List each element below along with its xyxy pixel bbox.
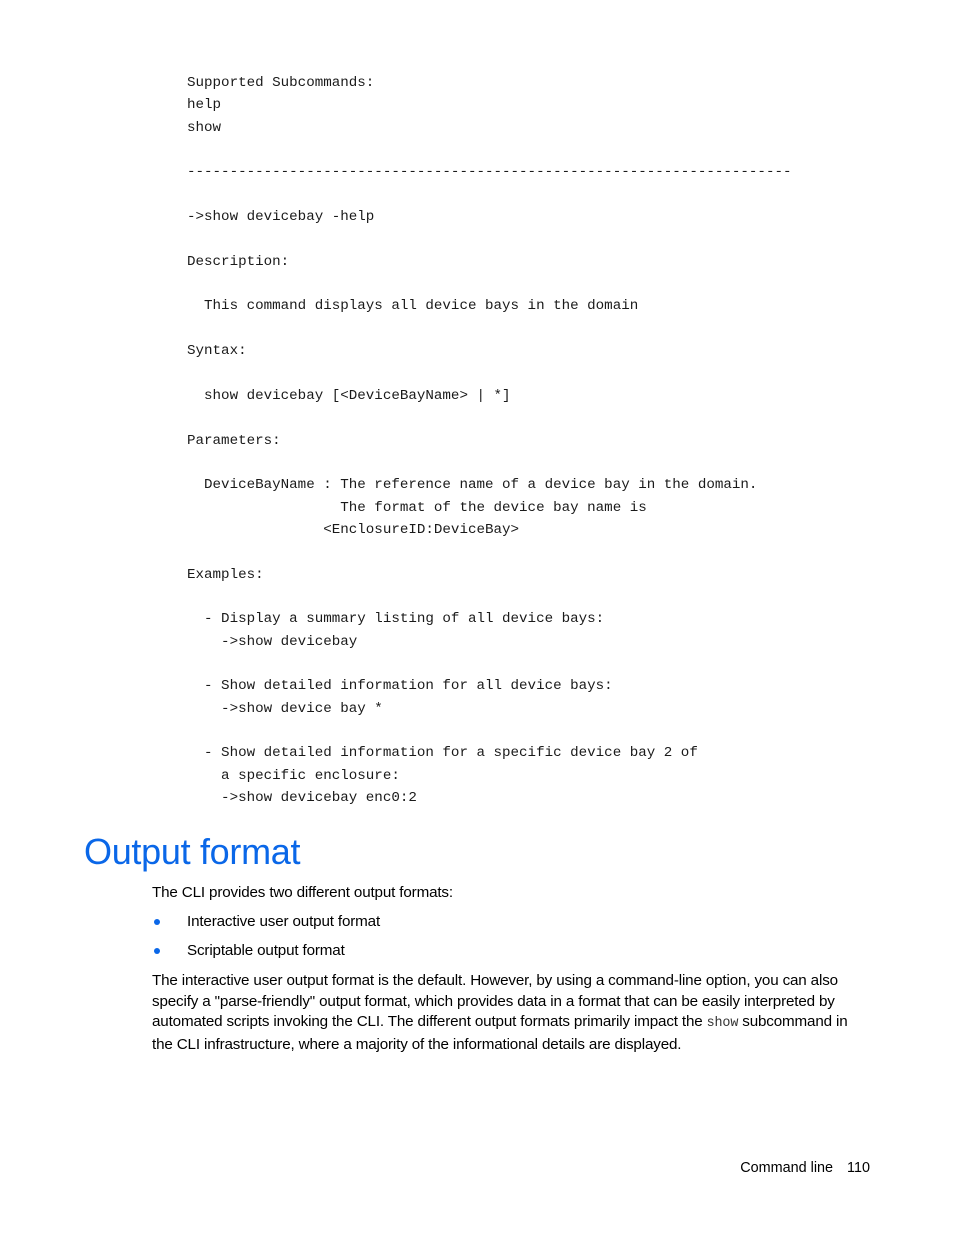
cli-line [187, 139, 792, 161]
body-text-part: subcommand in the CLI infrastructure, where a majority of the informational details are displayed. [152, 1013, 848, 1053]
cli-line: show devicebay [<DeviceBayName> | *] [187, 387, 511, 404]
cli-line [187, 720, 792, 742]
cli-line: Supported Subcommands: [187, 75, 375, 91]
cli-line: Parameters: [187, 432, 281, 449]
bullet-text: Scriptable output format [187, 942, 345, 959]
cli-line: a specific enclosure: [187, 767, 400, 784]
cli-line [187, 541, 792, 563]
cli-line [187, 362, 792, 384]
footer-section-name: Command line [740, 1160, 834, 1176]
cli-line: Syntax: [187, 343, 247, 360]
cli-separator-line: ----------------------------------------------------------------------- [187, 164, 792, 181]
inline-code-show: show [706, 1016, 739, 1032]
bullet-text: Interactive user output format [187, 913, 381, 930]
bullet-dot-icon [154, 948, 160, 954]
cli-help-output [187, 72, 792, 809]
cli-line: <EnclosureID:DeviceBay> [187, 521, 520, 538]
cli-line: help [187, 97, 222, 114]
section-heading: Output format [84, 831, 301, 872]
intro-paragraph: The CLI provides two different output formats: [152, 884, 453, 901]
cli-line [187, 228, 792, 250]
cli-line: DeviceBayName : The reference name of a device bay in the domain. [187, 477, 758, 494]
cli-line: This command displays all device bays in the domain [187, 298, 639, 315]
page-number: 110 [847, 1160, 870, 1176]
cli-line: - Display a summary listing of all device bays: [187, 611, 605, 628]
body-text-part: The interactive user output format is the default. However, by using a command-line option, you can also specify a "parse-friendly" output format, which provides data in a format that can be easily interpreted by automated scripts invoking the CLI. The different output formats primarily impact the [152, 972, 838, 1031]
page-footer [740, 1158, 870, 1178]
cli-line: - Show detailed information for all device bays: [187, 678, 613, 695]
cli-line: show [187, 119, 222, 136]
cli-line [187, 184, 792, 206]
cli-line: Description: [187, 253, 290, 270]
cli-line: ->show devicebay [187, 633, 358, 650]
cli-line [187, 318, 792, 340]
cli-line: ->show devicebay -help [187, 209, 375, 226]
cli-line [187, 586, 792, 608]
cli-line [187, 273, 792, 295]
cli-line: The format of the device bay name is [187, 499, 647, 516]
bullet-dot-icon [154, 919, 160, 925]
cli-line [187, 407, 792, 429]
cli-line: ->show devicebay enc0:2 [187, 790, 417, 806]
cli-line: Examples: [187, 566, 264, 583]
cli-line: - Show detailed information for a specific device bay 2 of [187, 745, 698, 762]
cli-line [187, 452, 792, 474]
cli-line [187, 653, 792, 675]
cli-line: ->show device bay * [187, 700, 383, 717]
body-paragraph [152, 971, 872, 1055]
